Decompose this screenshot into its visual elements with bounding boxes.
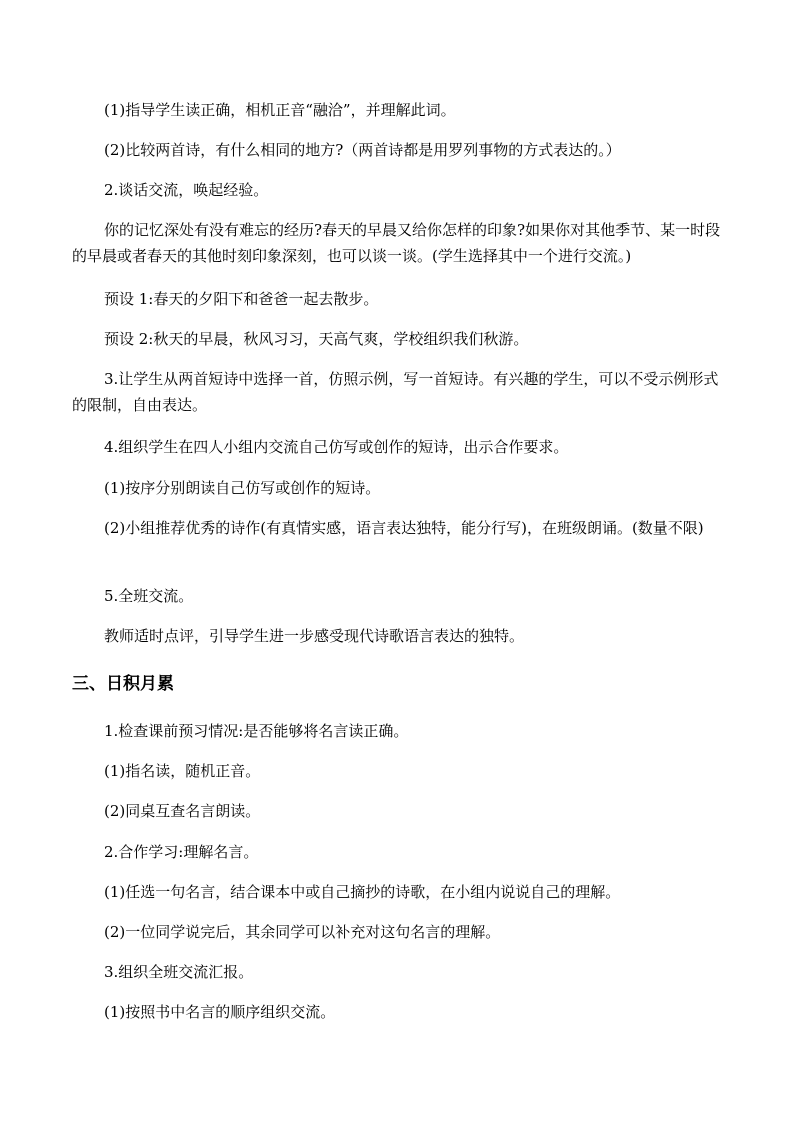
paragraph-13: 1.检查课前预习情况:是否能够将名言读正确。: [104, 722, 409, 740]
section-heading: 三、日积月累: [72, 674, 174, 694]
paragraph-10: (2)小组推荐优秀的诗作(有真情实感，语言表达独特，能分行写)，在班级朗诵。(数量不限): [104, 519, 704, 537]
paragraph-14: (1)指名读，随机正音。: [104, 762, 261, 780]
paragraph-8: 4.组织学生在四人小组内交流自己仿写或创作的短诗，出示合作要求。: [104, 438, 569, 456]
paragraph-20: (1)按照书中名言的顺序组织交流。: [104, 1003, 336, 1021]
paragraph-18: (2)一位同学说完后，其余同学可以补充对这句名言的理解。: [104, 923, 501, 941]
paragraph-9: (1)按序分别朗读自己仿写或创作的短诗。: [104, 479, 381, 497]
paragraph-3: 2.谈话交流，唤起经验。: [104, 181, 269, 199]
paragraph-11: 5.全班交流。: [104, 587, 194, 605]
paragraph-12: 教师适时点评，引导学生进一步感受现代诗歌语言表达的独特。: [104, 627, 525, 645]
paragraph-19: 3.组织全班交流汇报。: [104, 963, 254, 981]
paragraph-17: (1)任选一句名言，结合课本中或自己摘抄的诗歌，在小组内说说自己的理解。: [104, 883, 621, 901]
paragraph-2: (2)比较两首诗，有什么相同的地方?（两首诗都是用罗列事物的方式表达的。）: [104, 141, 621, 159]
paragraph-1: (1)指导学生读正确，相机正音“融洽”，并理解此词。: [104, 101, 456, 119]
paragraph-7: 3.让学生从两首短诗中选择一首，仿照示例，写一首短诗。有兴趣的学生，可以不受示例形式的限制，自由表达。: [72, 370, 719, 414]
paragraph-4: 你的记忆深处有没有难忘的经历?春天的早晨又给你怎样的印象?如果你对其他季节、某一时段的早晨或者春天的其他时刻印象深刻，也可以谈一谈。(学生选择其中一个进行交流。): [72, 221, 721, 265]
paragraph-6: 预设 2:秋天的早晨，秋风习习，天高气爽，学校组织我们秋游。: [104, 330, 529, 348]
paragraph-16: 2.合作学习:理解名言。: [104, 843, 259, 861]
paragraph-5: 预设 1:春天的夕阳下和爸爸一起去散步。: [104, 290, 379, 308]
paragraph-15: (2)同桌互查名言朗读。: [104, 802, 261, 820]
